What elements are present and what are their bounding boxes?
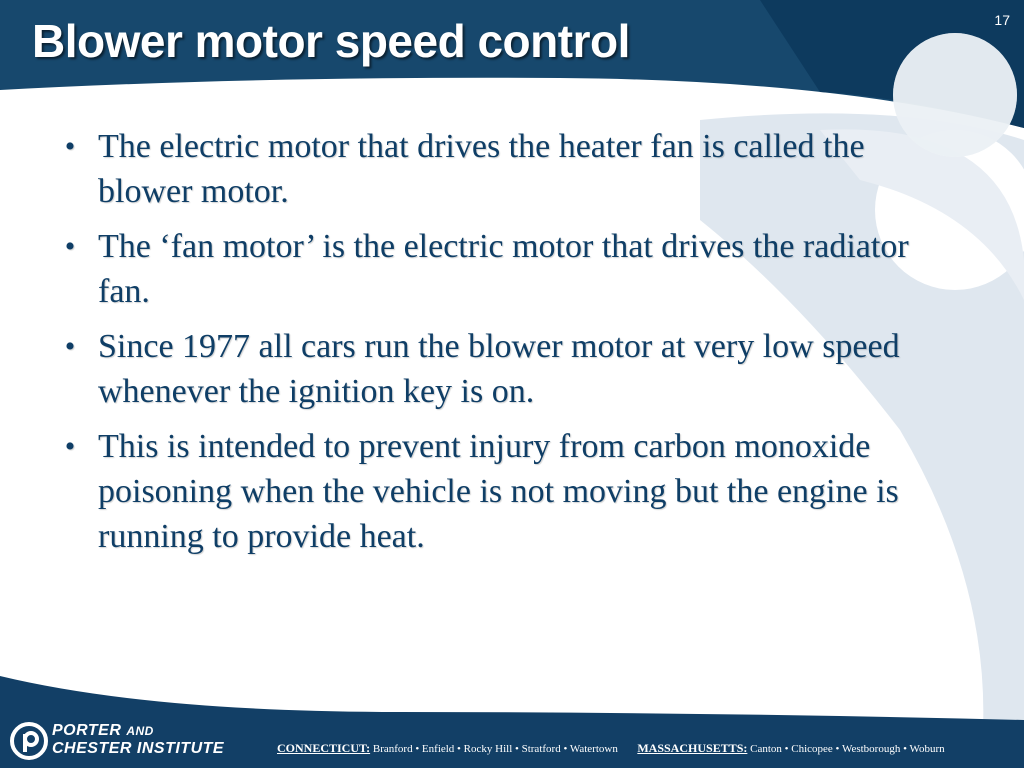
ma-label: MASSACHUSETTS:	[637, 741, 748, 755]
bullet-text: The electric motor that drives the heater fan is called the blower motor.	[98, 128, 865, 210]
logo-and: AND	[126, 724, 154, 738]
slide-title: Blower motor speed control	[32, 15, 630, 67]
bullet-text: This is intended to prevent injury from carbon monoxide poisoning when the vehicle is not moving but the engine is running to provide heat.	[98, 428, 899, 555]
bullet-icon: •	[64, 130, 76, 163]
bullet-text: The ‘fan motor’ is the electric motor that drives the radiator fan.	[98, 228, 909, 310]
bullet-item	[58, 324, 958, 414]
slide-number: 17	[994, 12, 1010, 28]
bullet-text: Since 1977 all cars run the blower motor at very low speed whenever the ignition key is on.	[98, 328, 900, 410]
bullet-icon: •	[64, 230, 76, 263]
campus-locations	[277, 741, 945, 756]
ct-label: CONNECTICUT:	[277, 741, 371, 755]
logo-line-1: PORTER	[52, 722, 122, 739]
bullet-icon: •	[64, 330, 76, 363]
ct-locations: Branford • Enfield • Rocky Hill • Stratford • Watertown	[372, 743, 618, 755]
bullet-item	[58, 124, 958, 214]
bullet-list	[58, 124, 958, 569]
ma-locations: Canton • Chicopee • Westborough • Woburn	[750, 743, 945, 755]
institute-name	[52, 722, 224, 757]
bullet-item	[58, 224, 958, 314]
footer	[0, 706, 1024, 768]
porter-chester-logo-icon	[10, 722, 48, 760]
logo-line-2: CHESTER INSTITUTE	[52, 740, 225, 757]
bullet-item	[58, 424, 958, 559]
bullet-icon: •	[64, 430, 76, 463]
